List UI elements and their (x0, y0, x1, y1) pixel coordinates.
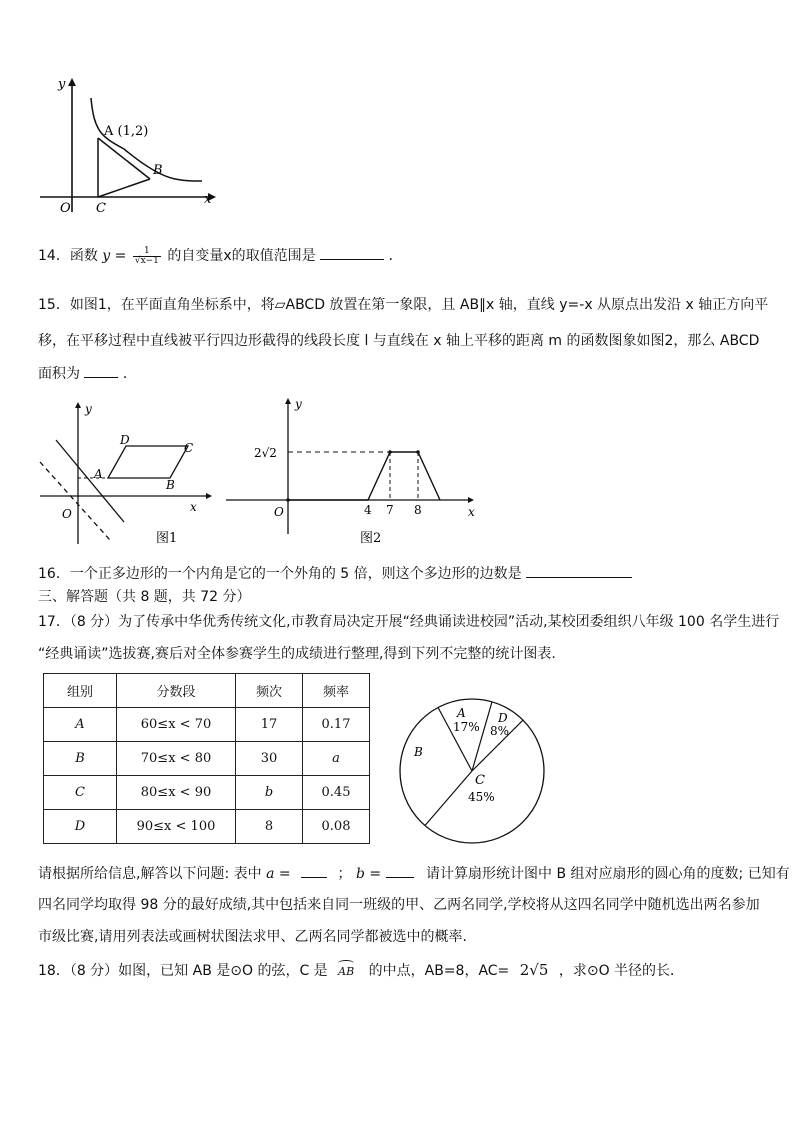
table-cell: 80≤x < 90 (117, 776, 236, 810)
question-18 (38, 962, 684, 980)
pie-pct-a: 17% (453, 720, 480, 734)
hyperbola-figure (30, 72, 220, 217)
fig-top-x-label: x (204, 192, 212, 207)
fig2-x-tick-4: 4 (364, 503, 372, 517)
fig2-x-tick-7: 7 (386, 503, 394, 517)
q15-line-2: 移，在平移过程中直线被平行四边形截得的线段长度 l 与直线在 x 轴上平移的距离 m 的函数图象如图2，那么 ABCD (38, 333, 760, 349)
q17-line-1: 17．（8 分）为了传承中华优秀传统文化,市教育局决定开展“经典诵读进校园”活动,某校团委组织八年级 100 名学生进行 (38, 614, 780, 630)
table-row (44, 708, 370, 742)
pie-label-c: C (475, 773, 485, 788)
pie-divider (425, 771, 472, 826)
fig1-point-b: B (166, 478, 175, 492)
table-cell: 8 (236, 810, 303, 844)
q18-value: 2√5 (519, 961, 549, 979)
fig2-x-label: x (468, 505, 475, 519)
q17-after-1e: 请计算扇形统计图中 B 组对应扇形的圆心角的度数; 已知有 (426, 866, 790, 882)
fig1-y-arrow (75, 402, 81, 408)
q14-frac-num: 1 (133, 247, 161, 257)
pie-pct-d: 8% (490, 724, 510, 738)
table-header: 组别 (44, 674, 117, 708)
pie-label-d: D (498, 711, 508, 725)
table-cell: 0.17 (303, 708, 370, 742)
q17-after-1c: ； (337, 866, 352, 882)
segment-ab (98, 138, 150, 179)
fig1-point-a: A (94, 467, 103, 481)
hyperbola-curve (91, 98, 202, 181)
table-cell: 70≤x < 80 (117, 742, 236, 776)
fig1-y-label: y (85, 402, 92, 416)
q18-part-2: 的中点，AB=8，AC= (368, 963, 510, 979)
table-cell: A (44, 708, 117, 742)
table-cell: 90≤x < 100 (117, 810, 236, 844)
fig2-point-8 (416, 450, 420, 454)
q18-arc-label: AB (338, 965, 355, 978)
table-cell: a (303, 742, 370, 776)
pie-pct-c: 45% (468, 790, 495, 804)
fig2-y-tick: 2√2 (254, 446, 277, 460)
fig2-function-graph (288, 452, 440, 500)
section-3-title: 三、解答题（共 8 题，共 72 分） (38, 589, 251, 605)
pie-label-b: B (414, 745, 423, 759)
q17-after-1b: a = (266, 866, 291, 882)
q15-line-3-text: 面积为 (38, 366, 80, 382)
segment-cb (98, 179, 150, 197)
table-header: 频次 (236, 674, 303, 708)
arc-symbol-icon (338, 960, 354, 966)
fig1-x-arrow (206, 493, 212, 499)
fig1-x-label: x (190, 500, 197, 514)
point-b-label: B (153, 163, 163, 178)
q18-part-1: 18．（8 分）如图，已知 AB 是⊙O 的弦，C 是 (38, 963, 328, 979)
q17-after-1a: 请根据所给信息,解答以下问题: 表中 (38, 866, 262, 882)
q17-after-1d: b = (355, 866, 382, 882)
q14-frac-den: √x−1 (134, 255, 159, 266)
fig1-caption: 图1 (156, 531, 178, 546)
table-cell: 0.08 (303, 810, 370, 844)
table-cell: 0.45 (303, 776, 370, 810)
fig-top-y-label: y (58, 77, 66, 92)
fig2-point-origin (286, 498, 290, 502)
q17-after-line-3: 市级比赛,请用列表法或画树状图法求甲、乙两名同学都被选中的概率. (38, 929, 467, 945)
fig2-caption: 图2 (360, 531, 382, 546)
table-cell: 60≤x < 70 (117, 708, 236, 742)
point-a-label: A (1,2) (104, 124, 149, 139)
figure-1 (34, 398, 214, 548)
q15-line-1: 15．如图1，在平面直角坐标系中，将▱ABCD 放置在第一象限，且 AB∥x 轴，直线 y=-x 从原点出发沿 x 轴正方向平 (38, 297, 769, 313)
parallelogram-abcd (108, 446, 188, 478)
table-row (44, 742, 370, 776)
table-cell: 17 (236, 708, 303, 742)
fig2-point-7 (388, 450, 392, 454)
table-header: 频率 (303, 674, 370, 708)
statistics-table (43, 673, 370, 844)
q15-line-3 (38, 364, 137, 382)
pie-label-a: A (457, 706, 466, 720)
q14-prefix: 14．函数 (38, 248, 98, 264)
pie-divider (438, 707, 472, 771)
q18-part-3: ，求⊙O 半径的长． (558, 963, 685, 979)
table-row (44, 776, 370, 810)
fig1-point-d: D (120, 433, 130, 447)
q17-after-line-1 (38, 864, 790, 882)
q15-answer-blank (84, 364, 118, 378)
q14-end: ． (388, 248, 403, 264)
figure-2 (222, 394, 482, 549)
question-14 (38, 246, 403, 266)
table-header: 分数段 (117, 674, 236, 708)
table-cell: 30 (236, 742, 303, 776)
q14-fraction (133, 247, 161, 266)
fig2-x-tick-8: 8 (414, 503, 422, 517)
fig2-y-label: y (295, 397, 302, 411)
y-axis-arrow (68, 78, 76, 86)
table-header-row (44, 674, 370, 708)
table-cell: B (44, 742, 117, 776)
q17-blank-b (386, 864, 414, 878)
q18-arc (338, 964, 354, 980)
table-cell: D (44, 810, 117, 844)
table-cell: C (44, 776, 117, 810)
q14-answer-blank (320, 246, 384, 260)
q14-formula-lhs: y = (102, 248, 127, 264)
q17-after-line-2: 四名同学均取得 98 分的最好成绩,其中包括来自同一班级的甲、乙两名同学,学校将从这四名同学中随机选出两名参加 (38, 897, 760, 913)
fig2-x-arrow (468, 497, 474, 503)
q15-end: ． (122, 366, 137, 382)
point-c-label: C (96, 201, 106, 216)
table-cell: b (236, 776, 303, 810)
q14-suffix: 的自变量x的取值范围是 (167, 248, 316, 264)
question-16 (38, 564, 632, 582)
table-row (44, 810, 370, 844)
fig-top-origin-label: O (60, 201, 71, 216)
fig1-origin-label: O (62, 507, 72, 521)
fig2-y-arrow (285, 398, 291, 404)
fig2-origin-label: O (274, 505, 284, 519)
pie-chart (396, 694, 550, 848)
q17-blank-a (301, 864, 327, 878)
q16-answer-blank (526, 564, 632, 578)
q16-text: 16．一个正多边形的一个内角是它的一个外角的 5 倍，则这个多边形的边数是 (38, 566, 522, 582)
q17-line-2: “经典诵读”选拔赛,赛后对全体参赛学生的成绩进行整理,得到下列不完整的统计图表. (38, 646, 556, 662)
fig1-point-c: C (184, 441, 194, 455)
